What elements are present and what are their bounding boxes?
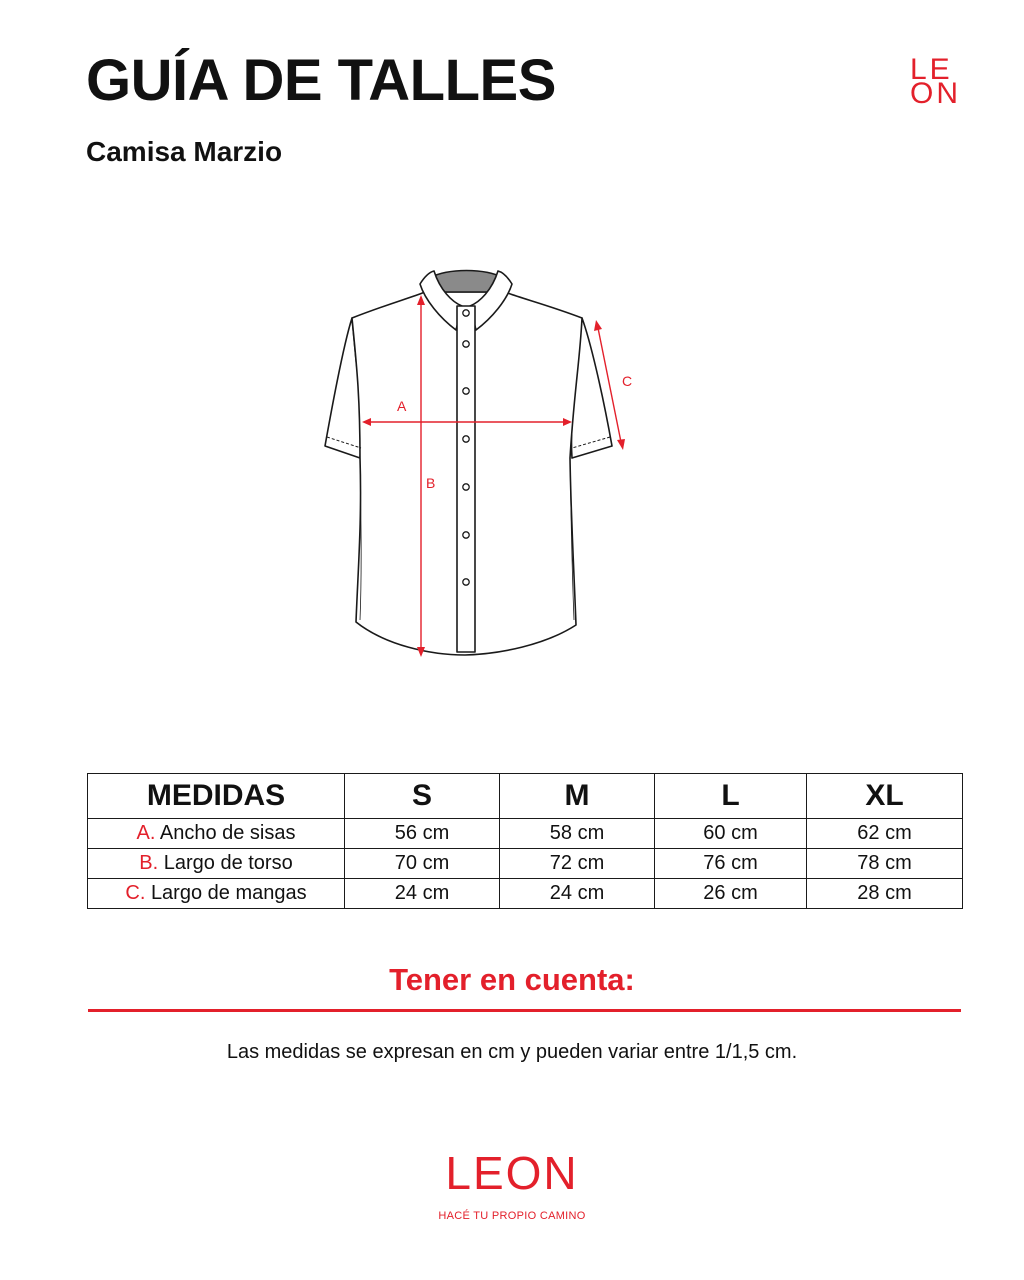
header-medidas: MEDIDAS	[88, 774, 345, 819]
header-size-xl: XL	[807, 774, 963, 819]
row-name: Largo de torso	[163, 852, 293, 874]
page-title: GUÍA DE TALLES	[86, 48, 556, 113]
row-label	[88, 819, 345, 849]
brand-logo-line1: LE	[910, 53, 953, 86]
table-cell: 24 cm	[500, 879, 655, 909]
table-row	[88, 879, 963, 909]
table-cell: 26 cm	[655, 879, 807, 909]
row-letter: B.	[139, 852, 159, 874]
header-size-s: S	[345, 774, 500, 819]
row-name: Ancho de sisas	[159, 822, 296, 844]
label-b: B	[426, 475, 436, 491]
row-label	[88, 879, 345, 909]
footer-logo: LEON	[445, 1147, 579, 1199]
note-text: Las medidas se expresan en cm y pueden variar entre 1/1,5 cm.	[226, 1041, 798, 1063]
divider	[88, 1009, 961, 1012]
table-cell: 62 cm	[807, 819, 963, 849]
table-row	[88, 819, 963, 849]
row-label	[88, 849, 345, 879]
header-size-l: L	[655, 774, 807, 819]
shirt-diagram	[300, 240, 680, 680]
brand-logo	[910, 53, 966, 110]
product-name: Camisa Marzio	[86, 136, 283, 167]
table-cell: 78 cm	[807, 849, 963, 879]
table-cell: 60 cm	[655, 819, 807, 849]
label-c: C	[622, 373, 633, 389]
note-title: Tener en cuenta:	[389, 962, 635, 997]
header-size-m: M	[500, 774, 655, 819]
footer-tagline: HACÉ TU PROPIO CAMINO	[438, 1210, 586, 1222]
table-header-row	[88, 774, 963, 819]
table-cell: 58 cm	[500, 819, 655, 849]
brand-logo-line2: ON	[910, 77, 961, 110]
row-letter: A.	[136, 822, 156, 844]
table-cell: 56 cm	[345, 819, 500, 849]
table-cell: 76 cm	[655, 849, 807, 879]
label-a: A	[397, 398, 407, 414]
row-letter: C.	[125, 882, 146, 904]
placket	[457, 306, 475, 652]
table-row	[88, 849, 963, 879]
table-cell: 72 cm	[500, 849, 655, 879]
table-cell: 28 cm	[807, 879, 963, 909]
table-cell: 24 cm	[345, 879, 500, 909]
row-name: Largo de mangas	[150, 882, 307, 904]
size-table	[87, 773, 963, 909]
table-cell: 70 cm	[345, 849, 500, 879]
